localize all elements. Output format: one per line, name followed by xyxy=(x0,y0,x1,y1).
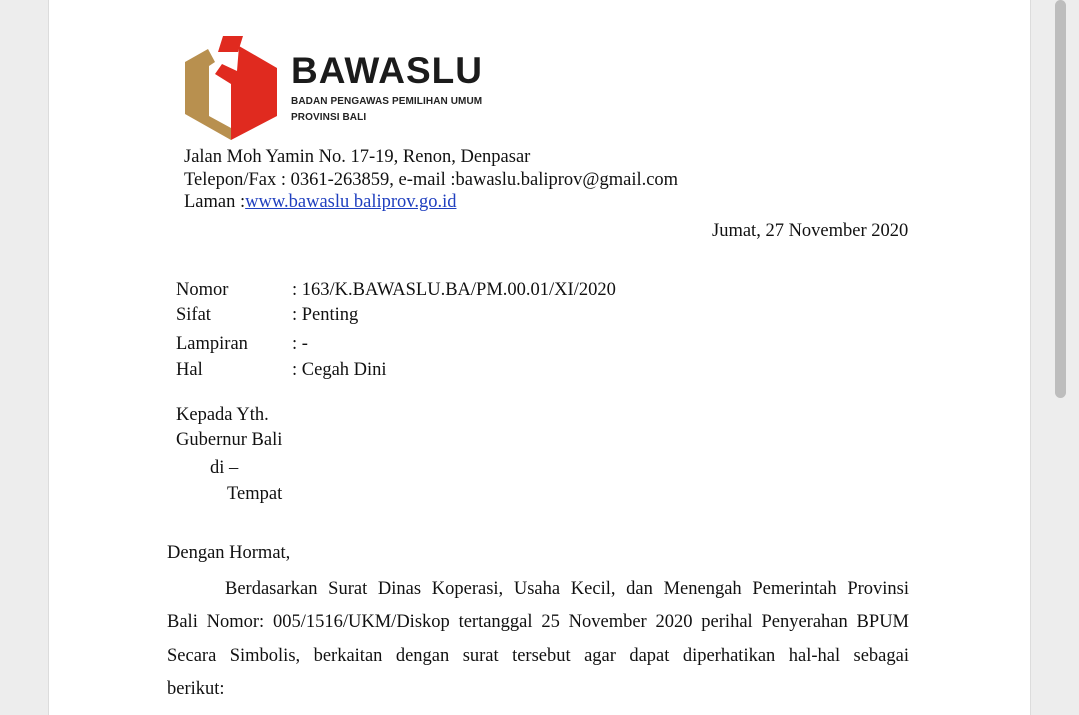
org-full-name: BADAN PENGAWAS PEMILIHAN UMUM xyxy=(291,96,483,107)
document-page xyxy=(48,0,1031,715)
paragraph-line-4: berikut: xyxy=(167,679,225,699)
recipient-line-4: Tempat xyxy=(227,484,283,504)
org-region: PROVINSI BALI xyxy=(291,111,367,123)
scrollbar-thumb[interactable] xyxy=(1055,0,1066,398)
paragraph-line-2: Bali Nomor: 005/1516/UKM/Diskop tertanggal 25 November 2020 perihal Penyerahan BPUM xyxy=(167,612,909,632)
meta-value-sifat: : Penting xyxy=(292,305,359,325)
meta-label-sifat: Sifat xyxy=(176,305,211,325)
letter-date: Jumat, 27 November 2020 xyxy=(712,221,909,241)
paragraph-line-1: Berdasarkan Surat Dinas Koperasi, Usaha Kecil, dan Menengah Pemerintah Provinsi xyxy=(225,579,909,599)
website-label: Laman : xyxy=(184,192,246,212)
recipient-line-1: Kepada Yth. xyxy=(176,405,269,425)
meta-label-hal: Hal xyxy=(176,360,203,380)
website-line xyxy=(184,191,456,213)
letterhead-brand xyxy=(291,52,483,124)
meta-value-hal: : Cegah Dini xyxy=(292,360,387,380)
recipient-line-2: Gubernur Bali xyxy=(176,430,283,450)
recipient-line-3: di – xyxy=(210,458,239,478)
meta-label-nomor: Nomor xyxy=(176,280,229,300)
bawaslu-logo-icon xyxy=(185,36,277,140)
meta-value-lampiran: : - xyxy=(292,334,308,354)
address-line: Jalan Moh Yamin No. 17-19, Renon, Denpasar xyxy=(184,147,531,167)
salutation: Dengan Hormat, xyxy=(167,543,291,563)
meta-value-nomor: : 163/K.BAWASLU.BA/PM.00.01/XI/2020 xyxy=(292,280,616,300)
paragraph-line-3: Secara Simbolis, berkaitan dengan surat tersebut agar dapat diperhatikan hal-hal sebagai xyxy=(167,646,909,666)
website-link[interactable]: www.bawaslu baliprov.go.id xyxy=(245,192,457,212)
contact-line: Telepon/Fax : 0361-263859, e-mail :bawaslu.baliprov@gmail.com xyxy=(184,170,679,190)
org-name: BAWASLU xyxy=(291,50,483,91)
meta-label-lampiran: Lampiran xyxy=(176,334,248,354)
